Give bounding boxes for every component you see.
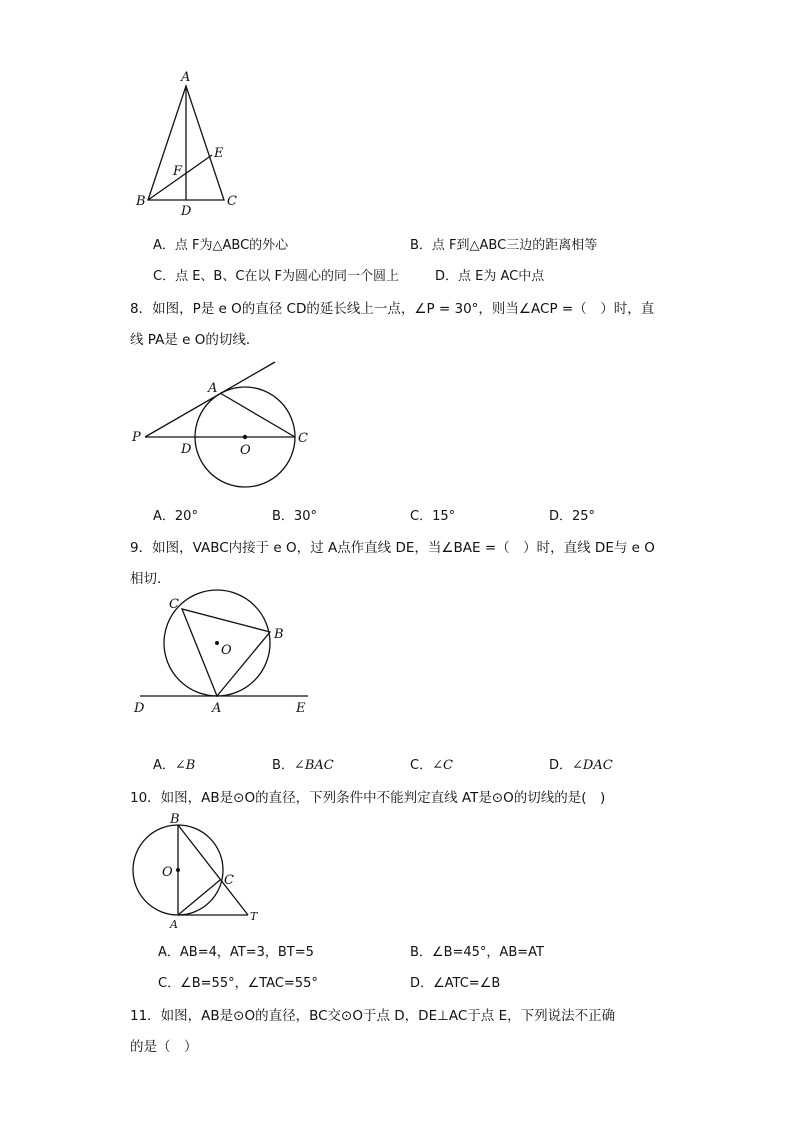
label-a: A [181,70,191,85]
q8-stem-line1: 8．如图，P是 e O的直径 CD的延长线上一点，∠P = 30°，则当∠ACP =（ ）时，直 [130,301,655,317]
q7-option-d[interactable]: D．点 E为 AC中点 [435,269,545,284]
q8-option-d[interactable]: D．25° [549,509,596,524]
label-d: D [181,442,192,457]
label-o: O [162,865,173,880]
center-point-o [176,868,180,872]
label-a: A [212,701,222,716]
q11-stem-line1: 11．如图，AB是⊙O的直径，BC交⊙O于点 D，DE⊥AC于点 E，下列说法不正确 [130,1008,616,1024]
label-b: B [170,812,180,827]
q9-option-b[interactable]: B．∠BAC [272,758,334,773]
label-b: B [274,627,284,642]
q11-stem-line2: 的是（ ） [130,1039,198,1055]
q8-option-c[interactable]: C．15° [410,509,456,524]
q9-option-a[interactable]: A．∠B [153,758,196,773]
q7-option-b[interactable]: B．点 F到△ABC三边的距离相等 [410,238,598,253]
label-d: D [181,204,192,219]
q9-option-d[interactable]: D．∠DAC [549,758,613,773]
label-c: C [169,597,179,612]
q10-option-c[interactable]: C．∠B=55°，∠TAC=55° [158,976,318,991]
q7-option-c[interactable]: C．点 E、B、C在以 F为圆心的同一个圆上 [153,269,400,284]
q10-option-d[interactable]: D．∠ATC=∠B [410,976,501,991]
q10-option-a[interactable]: A．AB=4，AT=3，BT=5 [158,945,314,960]
q9-option-c[interactable]: C．∠C [410,758,453,773]
label-d: D [134,701,145,716]
label-o: O [221,643,232,658]
label-o: O [240,443,251,458]
q9-stem-line1: 9．如图，VABC内接于 e O，过 A点作直线 DE，当∠BAE =（ ）时，直线 DE与 e O [130,540,655,556]
label-c: C [224,873,234,888]
label-e: E [296,701,306,716]
label-p: P [132,430,141,445]
q8-option-b[interactable]: B．30° [272,509,317,524]
label-e: E [214,146,224,161]
label-a: A [208,381,218,396]
label-b: B [136,194,146,209]
label-a: A [170,918,178,931]
label-c: C [227,194,237,209]
label-t: T [250,910,258,923]
q10-stem-line1: 10．如图，AB是⊙O的直径，下列条件中不能判定直线 AT是⊙O的切线的是( ) [130,790,606,806]
label-f: F [173,164,183,179]
q10-option-b[interactable]: B．∠B=45°，AB=AT [410,945,544,960]
q9-stem-line2: 相切． [130,571,171,587]
label-c: C [298,431,308,446]
q8-option-a[interactable]: A．20° [153,509,198,524]
q8-stem-line2: 线 PA是 e O的切线． [130,332,260,348]
line-bt [178,825,248,915]
q7-option-a[interactable]: A．点 F为△ABC的外心 [153,238,289,253]
